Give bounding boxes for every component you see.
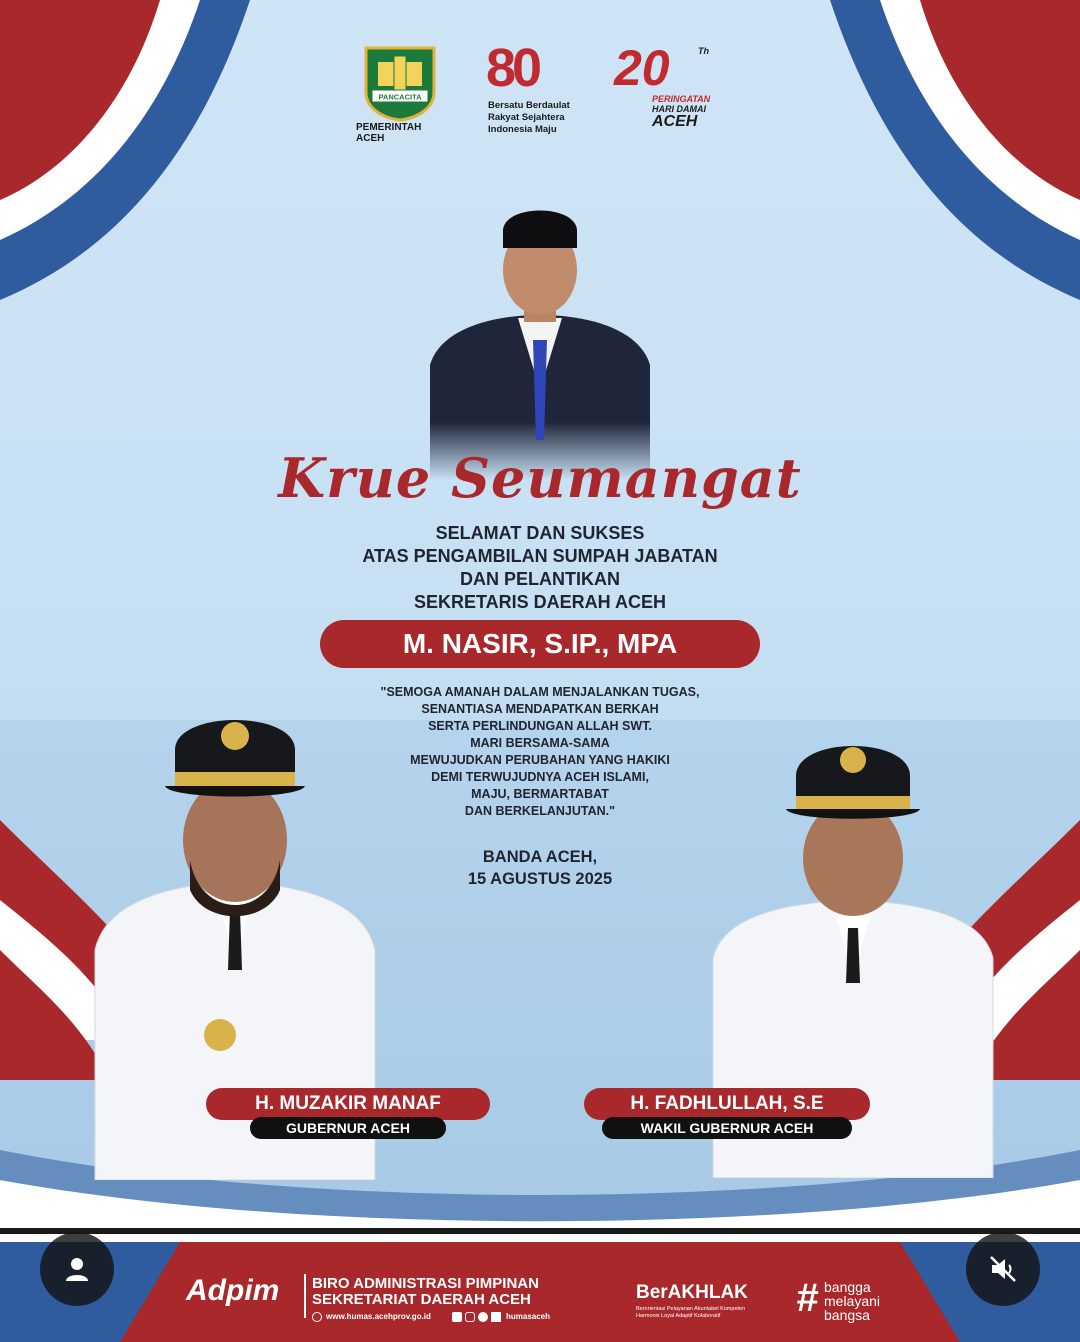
quote-line: MARI BERSAMA-SAMA <box>470 736 610 750</box>
social-icons <box>452 1312 501 1322</box>
quote-line: MEWUJUDKAN PERUBAHAN YANG HAKIKI <box>410 753 670 767</box>
person-icon <box>62 1254 92 1284</box>
quote-line: DAN BERKELANJUTAN." <box>464 804 616 818</box>
headline: Krue Seumangat <box>278 446 802 510</box>
quote-line: SERTA PERLINDUNGAN ALLAH SWT. <box>428 719 652 733</box>
mute-button[interactable] <box>966 1232 1040 1306</box>
place: BANDA ACEH, <box>482 848 598 866</box>
congrats-line: SELAMAT DAN SUKSES <box>435 523 645 543</box>
peace-day-logo <box>614 42 724 134</box>
vice-governor-name: H. FADHLULLAH, S.E <box>630 1093 824 1114</box>
date: 15 AGUSTUS 2025 <box>467 870 613 888</box>
bangga-line: bangsa <box>824 1307 870 1323</box>
profile-button[interactable] <box>40 1232 114 1306</box>
youtube-icon <box>452 1312 462 1322</box>
honoree-name-badge <box>320 620 760 668</box>
footer-divider <box>304 1274 306 1318</box>
aceh-crest-icon <box>362 42 438 122</box>
eighty-tagline <box>488 100 570 136</box>
facebook-icon <box>478 1312 488 1322</box>
quote-line: MAJU, BERMARTABAT <box>471 787 609 801</box>
peace-line-2: HARI DAMAI <box>652 104 706 114</box>
tagline-line: Indonesia Maju <box>488 124 557 135</box>
eighty-logo <box>486 40 538 96</box>
eighty-number: 80 <box>486 38 539 98</box>
quote-line: "SEMOGA AMANAH DALAM MENJALANKAN TUGAS, <box>380 685 700 699</box>
peace-line-3: ACEH <box>652 113 698 130</box>
governor-role-badge <box>250 1117 446 1139</box>
governor-name-badge <box>206 1088 490 1120</box>
honoree-portrait <box>420 190 660 480</box>
peace-suffix: Th <box>698 46 709 56</box>
congrats-line: SEKRETARIS DAERAH ACEH <box>413 592 667 612</box>
footer-background <box>0 1242 1080 1342</box>
peace-line-1: PERINGATAN <box>652 94 711 104</box>
pemerintah-aceh-label: PEMERINTAH ACEH <box>356 122 422 144</box>
vice-governor-role-badge <box>602 1117 852 1139</box>
tagline-line: Rakyat Sejahtera <box>488 112 565 123</box>
vice-governor-name-badge <box>584 1088 870 1120</box>
honoree-name: M. NASIR, S.IP., MPA <box>402 628 678 659</box>
tagline-line: Bersatu Berdaulat <box>488 100 570 111</box>
footer <box>0 1242 1080 1342</box>
pancacita-label: PANCACITA <box>378 92 422 102</box>
x-icon <box>491 1312 501 1322</box>
governor-name: H. MUZAKIR MANAF <box>255 1093 441 1114</box>
quote-line: SENANTIASA MENDAPATKAN BERKAH <box>421 702 659 716</box>
hashtag-icon: # <box>796 1276 819 1320</box>
website: www.humas.acehprov.go.id <box>326 1312 431 1321</box>
org-line-1: BIRO ADMINISTRASI PIMPINAN <box>312 1275 539 1292</box>
bangga-line: melayani <box>824 1293 881 1309</box>
berakhlak-sub-1: Berorientasi Pelayanan Akuntabel Kompeten <box>636 1306 746 1312</box>
congrats-line: DAN PELANTIKAN <box>460 569 620 589</box>
org-line-2: SEKRETARIAT DAERAH ACEH <box>312 1291 531 1308</box>
governor-role: GUBERNUR ACEH <box>286 1120 410 1136</box>
peace-number: 20 <box>614 40 670 96</box>
pancacita-logo <box>356 42 444 144</box>
congrats-line: ATAS PENGAMBILAN SUMPAH JABATAN <box>362 546 718 566</box>
berakhlak-sub-2: Harmonis Loyal Adaptif Kolaboratif <box>636 1313 721 1319</box>
bangga-line: bangga <box>824 1279 871 1295</box>
instagram-icon <box>465 1312 475 1322</box>
berakhlak-logo: BerAKHLAK <box>636 1282 748 1303</box>
adpim-logo: Adpim <box>186 1274 280 1307</box>
quote-line: DEMI TERWUJUDNYA ACEH ISLAMI, <box>431 770 649 784</box>
social-handle: humasaceh <box>506 1312 551 1321</box>
congrats-message <box>0 522 1080 614</box>
globe-icon <box>312 1312 322 1322</box>
vice-governor-role: WAKIL GUBERNUR ACEH <box>640 1120 814 1136</box>
speaker-muted-icon <box>987 1253 1019 1285</box>
